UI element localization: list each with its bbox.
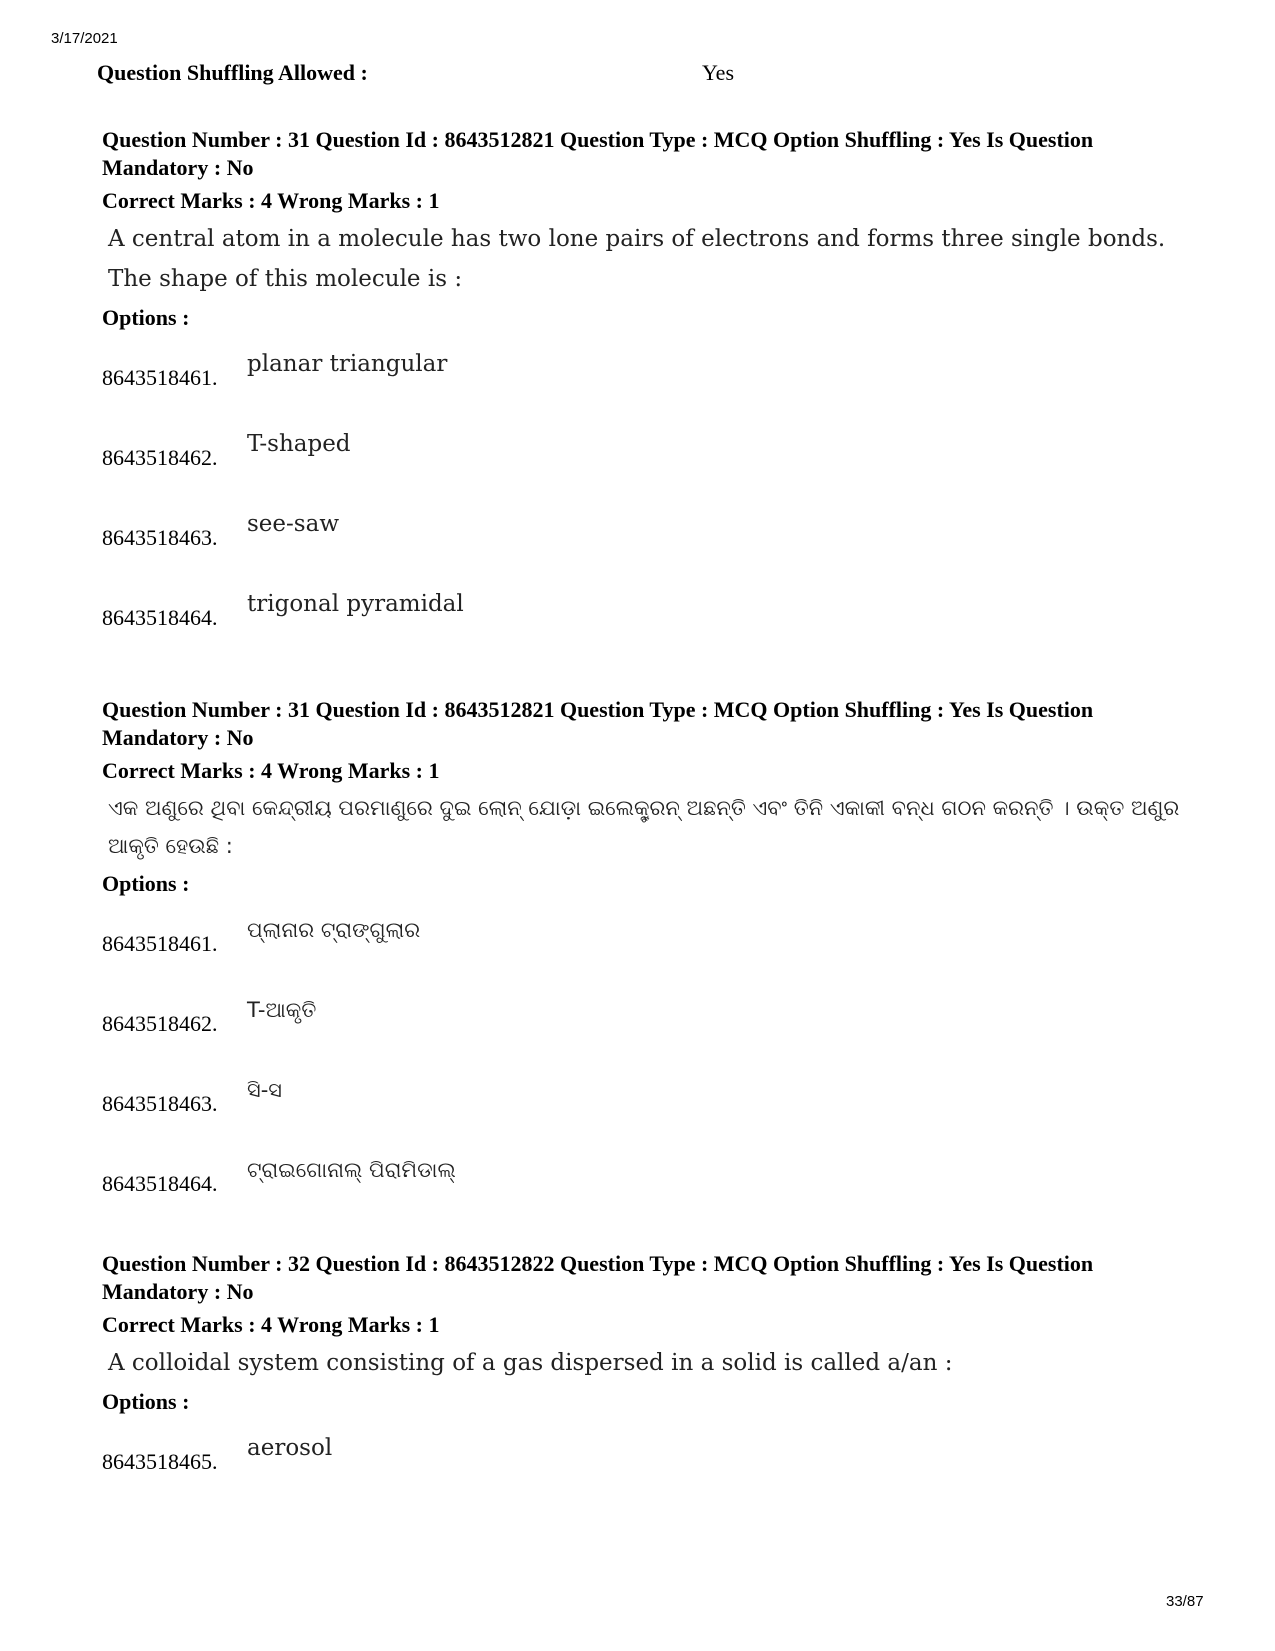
question-marks: Correct Marks : 4 Wrong Marks : 1: [102, 1312, 440, 1337]
print-date: 3/17/2021: [51, 30, 118, 47]
question-marks: Correct Marks : 4 Wrong Marks : 1: [102, 188, 440, 213]
option-id: 8643518461.: [102, 365, 218, 390]
option-item: [102, 1057, 1182, 1137]
question-shuffling-label: Question Shuffling Allowed :: [97, 60, 368, 85]
option-id: 8643518463.: [102, 1091, 218, 1116]
option-text: ଟ୍ରାଇଗୋନାଲ୍ ପିରାମିଡାଲ୍: [247, 1158, 456, 1182]
option-text: aerosol: [247, 1435, 333, 1461]
option-item: [102, 331, 1182, 411]
question-meta: Question Number : 32 Question Id : 8643512822 Question Type : MCQ Option Shuffling : Yes Is Question Mandatory : No: [102, 1251, 1094, 1304]
question-block: [102, 126, 1182, 651]
option-id: 8643518462.: [102, 445, 218, 470]
options-label: Options :: [102, 1389, 190, 1414]
question-shuffling-value: Yes: [702, 60, 735, 85]
option-text: T-shaped: [247, 431, 351, 457]
question-text: A colloidal system consisting of a gas dispersed in a solid is called a/an :: [108, 1350, 953, 1376]
option-id: 8643518463.: [102, 525, 218, 550]
option-id: 8643518462.: [102, 1011, 218, 1036]
option-id: 8643518465.: [102, 1449, 218, 1474]
question-block: [102, 1250, 1182, 1495]
page-number: 33/87: [1166, 1593, 1204, 1610]
option-text: ସି-ସ: [247, 1078, 282, 1102]
question-meta: Question Number : 31 Question Id : 8643512821 Question Type : MCQ Option Shuffling : Yes Is Question Mandatory : No: [102, 697, 1094, 750]
option-item: [102, 977, 1182, 1057]
question-text: A central atom in a molecule has two lone pairs of electrons and forms three single bonds. The shape of this molecule is :: [108, 226, 1166, 292]
option-item: [102, 491, 1182, 571]
option-item: [102, 1415, 1182, 1495]
option-item: [102, 897, 1182, 977]
option-id: 8643518461.: [102, 931, 218, 956]
option-id: 8643518464.: [102, 1171, 218, 1196]
option-text: T-ଆକୃତି: [247, 998, 317, 1022]
question-meta: Question Number : 31 Question Id : 8643512821 Question Type : MCQ Option Shuffling : Yes Is Question Mandatory : No: [102, 127, 1094, 180]
option-item: [102, 571, 1182, 651]
option-text: planar triangular: [247, 351, 448, 377]
option-id: 8643518464.: [102, 605, 218, 630]
option-text: ପ୍ଲାନାର ଟ୍ରାଙ୍ଗୁଲାର: [247, 918, 421, 942]
options-label: Options :: [102, 305, 190, 330]
options-label: Options :: [102, 871, 190, 896]
option-item: [102, 411, 1182, 491]
question-block: [102, 696, 1182, 1217]
question-text: ଏକ ଅଣୁରେ ଥିବା କେନ୍ଦ୍ରୀୟ ପରମାଣୁରେ ଦୁଇ ଲୋନ୍ ଯୋଡ଼ା ଇଲେକ୍ଟ୍ରନ୍ ଅଛନ୍ତି ଏବଂ ତିନି ଏକାକୀ ବନ୍ଧ ଗଠନ କରନ୍ତି । ଉକ୍ତ ଅଣୁର ଆକୃତି ହେଉଛି :: [108, 796, 1180, 858]
option-item: [102, 1137, 1182, 1217]
option-text: see-saw: [247, 511, 339, 537]
question-marks: Correct Marks : 4 Wrong Marks : 1: [102, 758, 440, 783]
option-text: trigonal pyramidal: [247, 591, 464, 617]
